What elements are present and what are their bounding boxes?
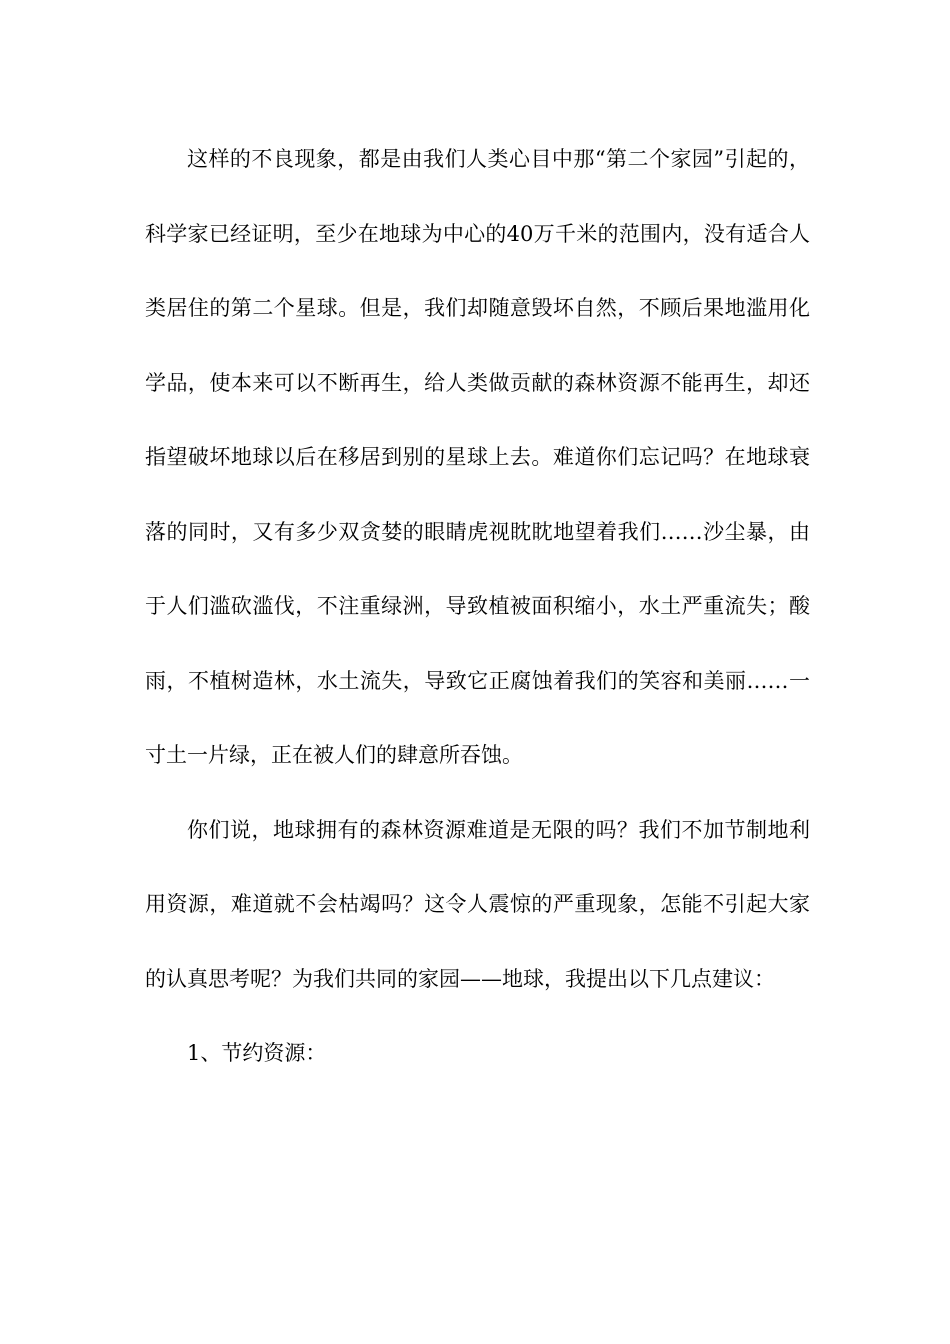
- document-body: [145, 122, 810, 1091]
- paragraph-pollution-causes: 这样的不良现象，都是由我们人类心目中那“第二个家园”引起的，科学家已经证明，至少在地球为中心的40万千米的范围内，没有适合人类居住的第二个星球。但是，我们却随意毁坏自然，不顾后果地滥用化学品，使本来可以不断再生，给人类做贡献的森林资源不能再生，却还指望破坏地球以后在移居到别的星球上去。难道你们忘记吗？在地球衰落的同时，又有多少双贪婪的眼睛虎视眈眈地望着我们……沙尘暴，由于人们滥砍滥伐，不注重绿洲，导致植被面积缩小，水土严重流失；酸雨，不植树造林，水土流失，导致它正腐蚀着我们的笑容和美丽……一寸土一片绿，正在被人们的肆意所吞蚀。: [145, 147, 810, 767]
- list-item-save-resources: 1、节约资源：: [187, 1041, 327, 1065]
- paragraph-suggestions-intro: 你们说，地球拥有的森林资源难道是无限的吗？我们不加节制地利用资源，难道就不会枯竭吗？这令人震惊的严重现象，怎能不引起大家的认真思考呢？为我们共同的家园——地球，我提出以下几点建议：: [145, 817, 810, 991]
